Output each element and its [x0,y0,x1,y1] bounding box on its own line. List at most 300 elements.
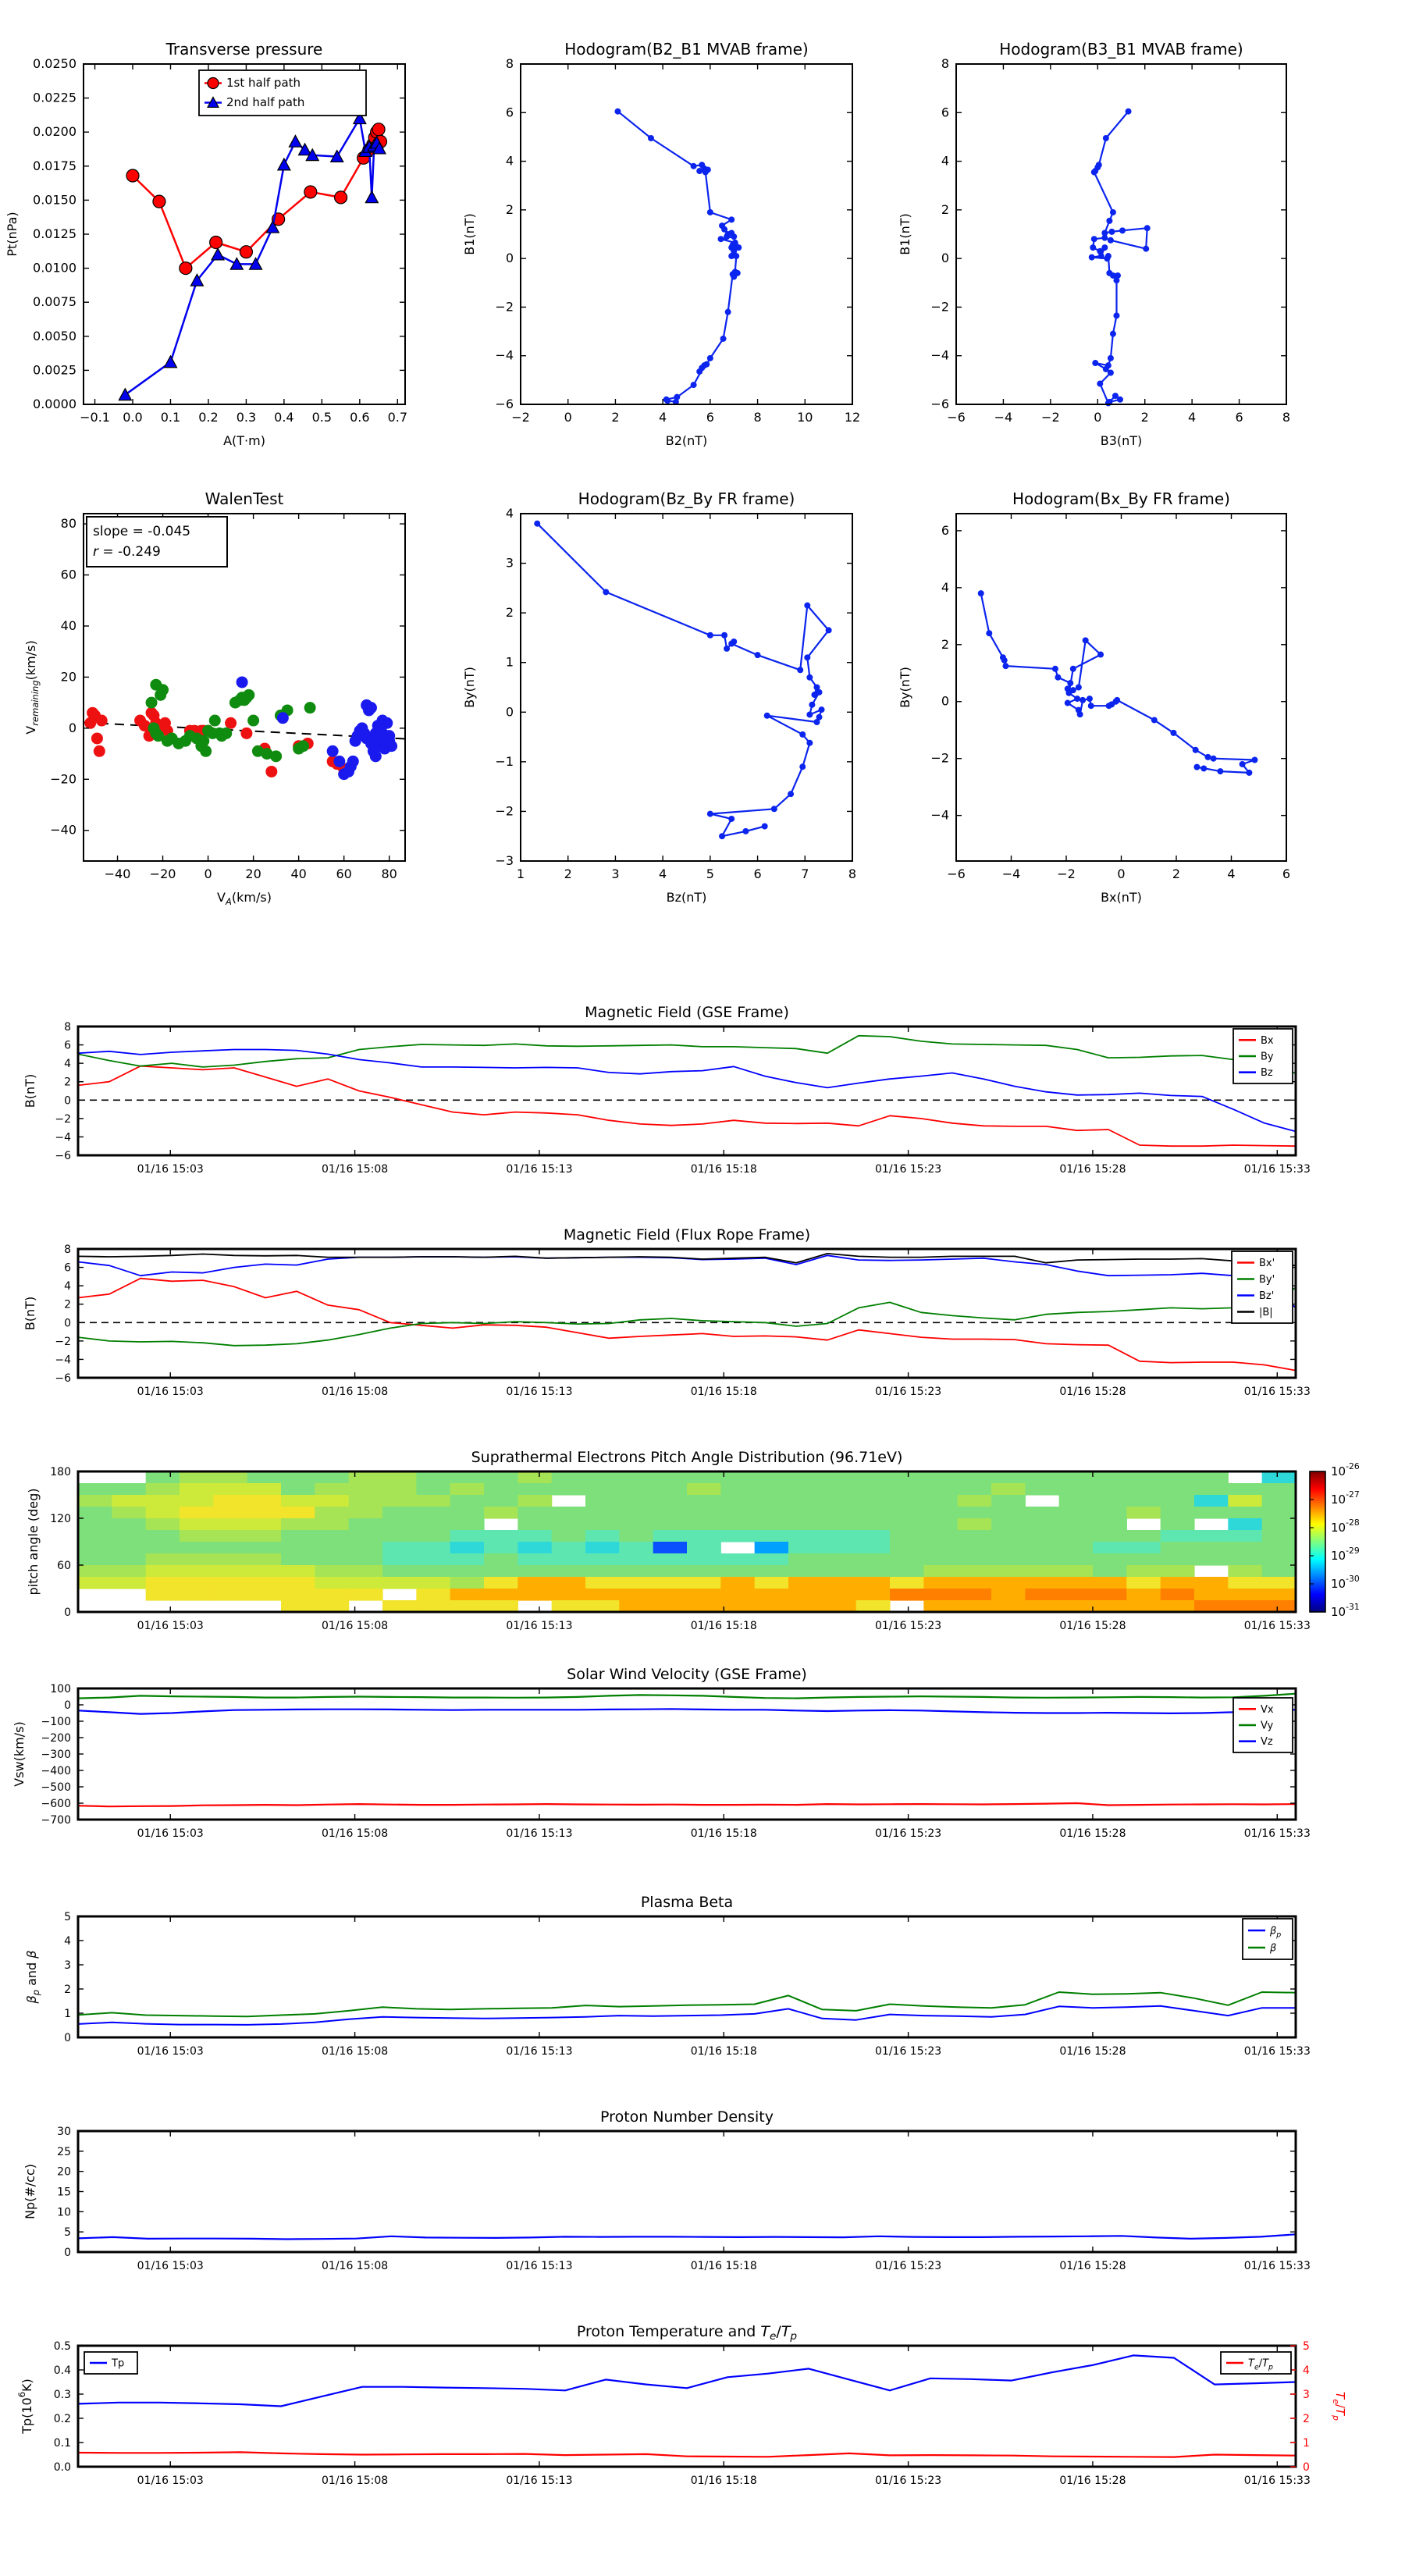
x-tick-label: 4 [659,410,667,425]
heatmap-cell [788,1600,823,1613]
heatmap-cell [213,1577,247,1589]
y-tick-label: 60 [60,567,76,582]
heatmap-cell [382,1483,417,1496]
heatmap-cell [315,1507,349,1519]
circle-marker [731,233,737,240]
heatmap-cell [1262,1471,1297,1484]
legend [1221,2352,1291,2374]
heatmap-cell [890,1471,924,1484]
heatmap-cell [518,1589,552,1601]
heatmap-cell [1126,1483,1161,1496]
heatmap-cell [687,1589,721,1601]
heatmap-cell [518,1577,552,1589]
panel-tp [5,40,407,448]
heatmap-cell [180,1542,214,1554]
heatmap-cell [923,1495,958,1507]
heatmap-cell [1025,1542,1059,1554]
colorbar-label: $10^{-28}$ [1331,1517,1360,1535]
heatmap-cell [281,1589,315,1601]
circle-marker [1170,730,1176,736]
y-tick-label: 0.5 [53,2340,71,2353]
heatmap-cell [1126,1530,1161,1542]
heatmap-cell [856,1542,891,1554]
heatmap-cell [112,1565,146,1578]
heatmap-cell [822,1483,856,1496]
y-tick-label: 0 [941,693,949,709]
heatmap-cell [788,1495,823,1507]
x-tick-label: 01/16 15:13 [506,1386,573,1398]
heatmap-cell [1025,1589,1059,1601]
heatmap-cell [247,1542,282,1554]
heatmap-cell [822,1600,856,1613]
x-tick-label: 6 [706,410,714,425]
heatmap-cell [484,1530,518,1542]
heatmap-cell [1059,1483,1094,1496]
heatmap-cell [112,1553,146,1566]
heatmap-cell [755,1542,789,1554]
heatmap-cell [382,1565,417,1578]
heatmap-cell [856,1565,891,1578]
series-line [78,1036,1296,1073]
panel-fr [23,1226,1311,1398]
x-tick-label: 01/16 15:18 [690,2260,757,2272]
heatmap-cell [552,1577,586,1589]
heatmap-cell [1025,1530,1059,1542]
heatmap-cell [585,1577,620,1589]
heatmap-cell [213,1565,247,1578]
heatmap-cell [1194,1542,1229,1554]
x-tick-label: 01/16 15:03 [137,1386,204,1398]
legend-label: β [1270,1942,1277,1955]
heatmap-cell [382,1530,417,1542]
heatmap-cell [585,1518,620,1531]
circle-marker [728,216,735,222]
heatmap-cell [180,1507,214,1519]
circle-marker [691,163,697,169]
x-tick-label: −0.1 [80,410,110,425]
y-tick-label: 0.0125 [33,226,76,241]
heatmap-cell [416,1483,450,1496]
heatmap-cell [484,1471,518,1484]
heatmap-cell [1228,1553,1262,1566]
heatmap-cell [213,1542,247,1554]
y-tick-label: 0.0200 [33,124,76,140]
circle-marker [304,186,317,198]
circle-marker [237,676,248,688]
heatmap-cell [281,1507,315,1519]
legend-label: Vz [1261,1736,1273,1749]
heatmap-cell [958,1518,992,1531]
heatmap-cell [822,1589,856,1601]
y-tick-label: 4 [941,153,949,169]
y-tick-label: 5 [64,1911,71,1923]
legend-label: Bx [1261,1034,1274,1047]
heatmap-cell [315,1495,349,1507]
heatmap-cell [1025,1507,1059,1519]
circle-marker [797,667,803,673]
heatmap-cell [822,1495,856,1507]
heatmap-cell [619,1577,653,1589]
circle-marker [664,397,670,404]
circle-marker [719,833,725,839]
y-tick-label: −6 [495,397,514,411]
circle-marker [813,719,820,725]
circle-marker [1055,674,1061,681]
heatmap-cell [213,1507,247,1519]
y-tick-label: 30 [57,2126,71,2138]
circle-marker [381,717,393,729]
heatmap-cell [890,1483,924,1496]
heatmap-cell [856,1589,891,1601]
series-line [78,2234,1296,2239]
heatmap-cell [180,1530,214,1542]
circle-marker [1065,700,1071,706]
heatmap-cell [281,1600,315,1613]
x-tick-label: 60 [336,866,352,881]
circle-marker [799,763,806,770]
x-tick-label: 0.1 [160,410,181,425]
heatmap-cell [112,1577,146,1589]
heatmap-cell [146,1483,180,1496]
heatmap-cell [484,1483,518,1496]
y-tick-label: −2 [495,803,514,819]
y-axis-label: B1(nT) [462,213,477,255]
heatmap-cell [653,1471,688,1484]
heatmap-cell [315,1471,349,1484]
heatmap-cell [755,1483,789,1496]
heatmap-cell [720,1507,755,1519]
heatmap-cell [788,1507,823,1519]
x-tick-label: −2 [511,410,530,425]
heatmap-cell [687,1542,721,1554]
circle-marker [1108,237,1114,244]
heatmap-cell [78,1495,112,1507]
heatmap-cell [78,1565,112,1578]
x-axis-label: Bx(nT) [1101,890,1142,905]
heatmap-cell [619,1518,653,1531]
x-tick-label: 2 [611,410,620,425]
y-tick-label: −20 [50,771,76,787]
x-tick-label: 8 [753,410,762,425]
heatmap-cell [958,1553,992,1566]
circle-marker [1110,209,1116,215]
circle-marker [1105,253,1112,259]
x-tick-label: 01/16 15:08 [322,2260,389,2272]
y-tick-label: 80 [60,516,76,532]
circle-marker [1246,770,1252,776]
heatmap-cell [958,1495,992,1507]
heatmap-cell [450,1553,485,1566]
axes-frame [78,2346,1296,2467]
heatmap-cell [687,1565,721,1578]
heatmap-cell [281,1542,315,1554]
heatmap-cell [484,1495,518,1507]
heatmap-cell [281,1553,315,1566]
heatmap-cell [315,1483,349,1496]
heatmap-cell [450,1483,485,1496]
panel-title: Transverse pressure [165,40,323,59]
x-tick-label: 01/16 15:18 [690,1163,757,1176]
heatmap-cell [991,1553,1026,1566]
panel-title: Proton Number Density [600,2108,774,2126]
heatmap-cell [1161,1542,1195,1554]
y-tick-label: 100 [50,1683,71,1695]
series-line [78,1694,1296,1699]
y-axis-label: Vsw(km/s) [12,1721,27,1787]
x-tick-label: 01/16 15:03 [137,1620,204,1632]
circle-marker [764,713,770,719]
y-tick-label: 1 [64,2008,71,2020]
heatmap-cell [720,1565,755,1578]
heatmap-cell [788,1589,823,1601]
triangle-marker [278,158,290,170]
y-tick-label: 6 [941,105,949,120]
circle-marker [788,791,794,797]
heatmap-cell [78,1577,112,1589]
heatmap-cell [1262,1589,1297,1601]
y-tick-label: 2 [64,1984,71,1996]
x-tick-label: −6 [947,866,966,881]
x-tick-label: 01/16 15:18 [690,2045,757,2058]
heatmap-cell [146,1577,180,1589]
x-tick-label: 01/16 15:28 [1059,1163,1126,1176]
heatmap-cell [1093,1565,1127,1578]
y-tick-label: −400 [41,1765,71,1777]
heatmap-cell [213,1589,247,1601]
heatmap-cell [923,1577,958,1589]
y-axis-label: B(nT) [23,1073,37,1108]
heatmap-cell [755,1565,789,1578]
circle-marker [208,78,219,89]
series-line [78,1066,1296,1147]
circle-marker [277,712,289,724]
heatmap-cell [281,1530,315,1542]
y-tick-label: −6 [55,1372,71,1385]
x-tick-label: 01/16 15:13 [506,2045,573,2058]
x-tick-label: 12 [844,410,861,425]
heatmap-cell [653,1589,688,1601]
circle-marker [304,702,316,713]
circle-marker [707,632,713,639]
circle-marker [91,732,103,744]
legend-label: |B| [1259,1307,1273,1318]
y-tick-label: 25 [57,2145,71,2158]
triangle-marker [365,191,378,203]
y-tick-label: 0.0250 [33,56,76,71]
heatmap-cell [315,1577,349,1589]
heatmap-cell [585,1495,620,1507]
x-tick-label: 0.4 [274,410,294,425]
circle-marker [1087,696,1093,702]
x-tick-label: 0 [1094,410,1102,425]
heatmap-cell [247,1589,282,1601]
heatmap-cell [78,1553,112,1566]
heatmap-cell [247,1518,282,1531]
heatmap-cell [991,1483,1026,1496]
legend-label: Tp [112,2357,125,2370]
heatmap-cell [1093,1483,1127,1496]
heatmap-cell [112,1542,146,1554]
y-tick-label: 2 [941,636,949,652]
heatmap-cell [923,1471,958,1484]
heatmap-cell [552,1553,586,1566]
heatmap-cell [1025,1565,1059,1578]
heatmap-cell [382,1542,417,1554]
heatmap-cell [585,1471,620,1484]
heatmap-cell [518,1471,552,1484]
heatmap-cell [755,1530,789,1542]
circle-marker [691,382,697,388]
heatmap-cell [1093,1495,1127,1507]
heatmap-cell [923,1483,958,1496]
y-tick-label: −500 [41,1781,71,1794]
circle-marker [603,589,609,595]
heatmap-cell [687,1483,721,1496]
heatmap-cell [1126,1589,1161,1601]
y-tick-label: 0.0175 [33,158,76,173]
heatmap-cell [720,1553,755,1566]
x-tick-label: 4 [659,866,667,881]
circle-marker [806,740,813,746]
circle-marker [1002,663,1008,669]
y-tick-label: 0.0050 [33,328,76,343]
circle-marker [157,684,169,696]
heatmap-cell [1126,1542,1161,1554]
heatmap-cell [78,1507,112,1519]
series-BzBy [534,521,831,839]
legend [84,2352,137,2374]
heatmap-cell [991,1589,1026,1601]
heatmap-cell [78,1518,112,1531]
axes-frame [521,64,852,404]
circle-marker [1151,717,1158,723]
circle-marker [96,715,108,727]
heatmap-cell [1093,1542,1127,1554]
circle-marker [1113,312,1119,318]
heatmap-cell [78,1530,112,1542]
x-axis-label: A(T·m) [223,433,265,448]
colorbar-label: $10^{-26}$ [1331,1461,1360,1478]
x-tick-label: 01/16 15:18 [690,1620,757,1632]
heatmap-cell [619,1471,653,1484]
heatmap-cell [890,1589,924,1601]
heatmap-cell [687,1471,721,1484]
circle-marker [1092,360,1098,366]
heatmap-cell [991,1577,1026,1589]
legend-label: 2nd half path [226,95,305,109]
circle-marker [240,246,252,258]
panel-hod21 [462,40,860,448]
heatmap-cell [653,1600,688,1613]
heatmap-cell [1161,1518,1195,1531]
circle-marker [225,717,237,729]
heatmap-cell [755,1600,789,1613]
heatmap-cell [755,1471,789,1484]
heatmap-cell [1262,1553,1297,1566]
heatmap-cell [1228,1507,1262,1519]
x-tick-label: 6 [753,866,762,881]
circle-marker [372,123,385,136]
heatmap-cell [484,1577,518,1589]
legend [1232,1251,1293,1323]
heatmap-cell [450,1600,485,1613]
heatmap-cell [890,1507,924,1519]
y-tick-label: 6 [64,1039,71,1052]
circle-marker [1070,666,1076,672]
heatmap-cell [213,1553,247,1566]
heatmap-cell [247,1553,282,1566]
heatmap-cell [416,1518,450,1531]
circle-marker [1074,696,1080,702]
x-tick-label: 01/16 15:18 [690,1386,757,1398]
x-tick-label: 01/16 15:13 [506,2260,573,2272]
panel-gse [23,1004,1311,1176]
circle-marker [819,706,825,713]
heatmap-cell [146,1495,180,1507]
heatmap-cell [416,1577,450,1589]
heatmap-cell [890,1530,924,1542]
x-tick-label: 0.7 [387,410,408,425]
series-line [78,1255,1296,1308]
heatmap-cell [1059,1577,1094,1589]
colorbar-label: $10^{-29}$ [1331,1546,1360,1563]
heatmap-cell [180,1483,214,1496]
circle-marker [210,236,222,248]
heatmap-cell [112,1530,146,1542]
heatmap-cell [349,1507,383,1519]
y-axis-label: B(nT) [23,1296,37,1331]
heatmap-cell [1228,1600,1262,1613]
heatmap-cell [1059,1553,1094,1566]
circle-marker [816,689,823,696]
heatmap-cell [619,1553,653,1566]
circle-marker [707,209,713,215]
heatmap-cell [720,1495,755,1507]
panel-title: WalenTest [205,489,284,508]
heatmap-cell [382,1577,417,1589]
heatmap-cell [755,1518,789,1531]
heatmap-cell [585,1530,620,1542]
y-tick-label: 0 [64,1094,71,1108]
x-tick-label: 6 [1282,866,1291,881]
series-By [78,1036,1296,1073]
heatmap-cell [552,1565,586,1578]
y-tick-label: −4 [55,1131,71,1144]
heatmap-cell [653,1542,688,1554]
series-beta [78,1992,1296,2016]
heatmap-cell [890,1518,924,1531]
y-tick-label: 0.0025 [33,362,76,378]
heatmap-cell [213,1495,247,1507]
series-Bx [78,1066,1296,1147]
circle-marker [826,627,832,633]
series-1st half path [126,123,386,275]
triangle-marker [212,248,224,260]
x-tick-label: 8 [1282,410,1291,425]
panel-walen [23,489,405,907]
heatmap-cell [1194,1600,1229,1613]
heatmap-cell [146,1553,180,1566]
series-line [618,112,739,402]
heatmap-cell [349,1577,383,1589]
y-tick-label: 4 [941,579,949,595]
triangle-marker [289,135,301,147]
heatmap-cell [1228,1589,1262,1601]
heatmap-cell [146,1507,180,1519]
legend-label: Vx [1261,1703,1274,1716]
panel-title: Proton Temperature and $T_e/T_p$ [576,2323,798,2343]
circle-marker [370,750,382,762]
